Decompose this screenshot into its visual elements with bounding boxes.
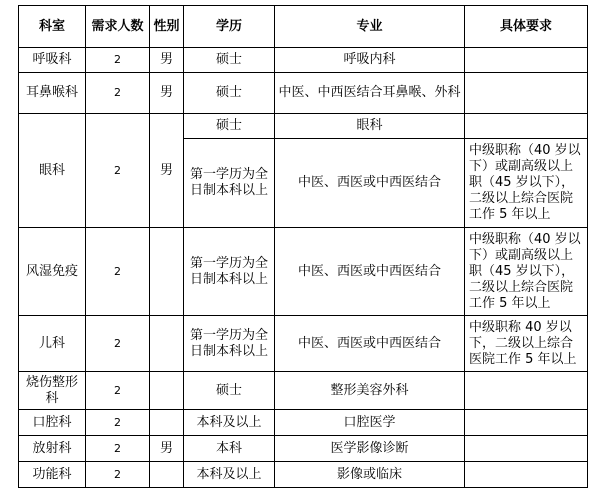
table-row — [19, 48, 588, 73]
table-row — [19, 410, 588, 436]
dept-cell: 功能科 — [19, 462, 86, 488]
count-cell: 2 — [86, 228, 150, 316]
requirement-cell — [465, 48, 588, 73]
requirement-cell — [465, 114, 588, 139]
gender-cell: 男 — [150, 73, 184, 114]
requirement-cell: 中级职称（40 岁以下）或副高级以上职（45 岁以下），二级以上综合医院工作 5 年以上 — [465, 139, 588, 228]
count-cell: 2 — [86, 114, 150, 228]
education-cell: 第一学历为全日制本科以上 — [184, 316, 275, 372]
dept-cell: 耳鼻喉科 — [19, 73, 86, 114]
major-cell: 眼科 — [275, 114, 465, 139]
education-cell: 硕士 — [184, 372, 275, 410]
major-cell: 中医、西医或中西医结合 — [275, 316, 465, 372]
gender-cell — [150, 228, 184, 316]
requirement-cell — [465, 73, 588, 114]
recruitment-table — [18, 5, 588, 488]
count-cell: 2 — [86, 436, 150, 462]
requirement-cell — [465, 462, 588, 488]
dept-cell: 风湿免疫 — [19, 228, 86, 316]
table-row — [19, 462, 588, 488]
education-cell: 本科 — [184, 436, 275, 462]
gender-cell — [150, 462, 184, 488]
dept-cell: 烧伤整形科 — [19, 372, 86, 410]
count-cell: 2 — [86, 462, 150, 488]
header-demand: 需求人数 — [86, 6, 150, 48]
gender-cell — [150, 316, 184, 372]
major-cell: 中医、中西医结合耳鼻喉、外科 — [275, 73, 465, 114]
gender-cell: 男 — [150, 114, 184, 228]
table-row — [19, 228, 588, 316]
dept-cell: 呼吸科 — [19, 48, 86, 73]
major-cell: 中医、西医或中西医结合 — [275, 139, 465, 228]
header-major: 专业 — [275, 6, 465, 48]
requirement-cell: 中级职称 40 岁以下，二级以上综合医院工作 5 年以上 — [465, 316, 588, 372]
gender-cell — [150, 410, 184, 436]
count-cell: 2 — [86, 73, 150, 114]
table-row — [19, 114, 588, 139]
table-row — [19, 372, 588, 410]
table-row — [19, 73, 588, 114]
dept-cell: 儿科 — [19, 316, 86, 372]
dept-cell: 放射科 — [19, 436, 86, 462]
header-education: 学历 — [184, 6, 275, 48]
header-requirement: 具体要求 — [465, 6, 588, 48]
table-row — [19, 316, 588, 372]
requirement-cell — [465, 410, 588, 436]
count-cell: 2 — [86, 410, 150, 436]
major-cell: 医学影像诊断 — [275, 436, 465, 462]
education-cell: 第一学历为全日制本科以上 — [184, 228, 275, 316]
education-cell: 硕士 — [184, 73, 275, 114]
major-cell: 整形美容外科 — [275, 372, 465, 410]
count-cell: 2 — [86, 316, 150, 372]
dept-cell: 口腔科 — [19, 410, 86, 436]
count-cell: 2 — [86, 372, 150, 410]
gender-cell: 男 — [150, 48, 184, 73]
gender-cell: 男 — [150, 436, 184, 462]
requirement-cell — [465, 436, 588, 462]
dept-cell: 眼科 — [19, 114, 86, 228]
education-cell: 本科及以上 — [184, 462, 275, 488]
major-cell: 呼吸内科 — [275, 48, 465, 73]
header-dept: 科室 — [19, 6, 86, 48]
major-cell: 中医、西医或中西医结合 — [275, 228, 465, 316]
education-cell: 第一学历为全日制本科以上 — [184, 139, 275, 228]
education-cell: 本科及以上 — [184, 410, 275, 436]
gender-cell — [150, 372, 184, 410]
major-cell: 口腔医学 — [275, 410, 465, 436]
education-cell: 硕士 — [184, 48, 275, 73]
table-row — [19, 436, 588, 462]
education-cell: 硕士 — [184, 114, 275, 139]
header-gender: 性别 — [150, 6, 184, 48]
major-cell: 影像或临床 — [275, 462, 465, 488]
count-cell: 2 — [86, 48, 150, 73]
requirement-cell: 中级职称（40 岁以下）或副高级以上职（45 岁以下），二级以上综合医院工作 5 年以上 — [465, 228, 588, 316]
requirement-cell — [465, 372, 588, 410]
header-row — [19, 6, 588, 48]
